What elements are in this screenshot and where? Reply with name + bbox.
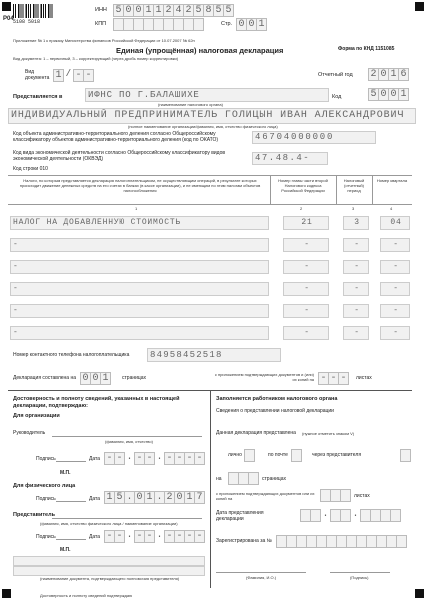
table-cell-chapter[interactable]: - bbox=[283, 326, 329, 340]
table-cell-tax[interactable]: НАЛОГ НА ДОБАВЛЕННУЮ СТОИМОСТЬ bbox=[10, 216, 269, 230]
table-header-period: Налоговый (отчетный) период bbox=[343, 178, 365, 193]
table-header-chapter: Номер главы части второй Налогового кодекса Российской Федерации bbox=[278, 178, 328, 193]
period-label: Отчетный год bbox=[318, 72, 353, 78]
for-organization-label: Для организации bbox=[13, 413, 60, 419]
inspector-heading: Заполняется работником налогового органа bbox=[216, 396, 338, 402]
character-cell bbox=[317, 535, 327, 548]
registration-mark bbox=[2, 2, 11, 11]
tax-authority-field[interactable]: ИФНС ПО Г.БАЛАШИХЕ bbox=[85, 88, 329, 102]
character-cell: 0 bbox=[134, 4, 144, 17]
character-cell: 5 bbox=[194, 4, 204, 17]
doc-type-hint: Вид документа: 1 – первичный, 3 – корректирующий (через дробь номер корректировки) bbox=[13, 56, 179, 61]
in-person-label: лично bbox=[228, 452, 242, 458]
pages-label: Декларация составлена на bbox=[13, 375, 76, 381]
rep-stamp-label: М.П. bbox=[60, 547, 71, 553]
character-cell bbox=[174, 18, 184, 31]
character-cell: 0 bbox=[80, 372, 91, 385]
attach-label-post: листах bbox=[356, 375, 372, 381]
stamp-label: М.П. bbox=[60, 470, 71, 476]
character-cell bbox=[154, 18, 164, 31]
table-header-tax: Налоги, по которым представляется декларация налогоплательщиком, не осуществляющим операций, в результате которых происходит движение денежных средств на его счетах в банках (в кассе организации), и не имеющим по этим налогам объектов налогообложения bbox=[19, 178, 261, 193]
table-cell-chapter[interactable]: - bbox=[283, 282, 329, 296]
character-cell bbox=[287, 535, 297, 548]
character-cell bbox=[397, 535, 407, 548]
table-cell-chapter[interactable]: - bbox=[283, 238, 329, 252]
pages-count-field[interactable] bbox=[80, 372, 111, 385]
inn-field[interactable] bbox=[113, 4, 234, 17]
inspector-attach-field[interactable] bbox=[320, 489, 351, 502]
table-cell-period[interactable]: - bbox=[343, 326, 369, 340]
character-cell: 6 bbox=[399, 68, 409, 81]
pages-label-post: страницах bbox=[122, 375, 147, 381]
by-mail-label: по почте bbox=[268, 452, 288, 458]
person-sign-label: Подпись bbox=[36, 496, 56, 502]
character-cell bbox=[144, 18, 154, 31]
character-cell: 2 bbox=[184, 4, 194, 17]
table-cell-period[interactable]: - bbox=[343, 238, 369, 252]
doc-type-label: Вид документа bbox=[25, 69, 50, 81]
character-cell: 1 bbox=[185, 491, 195, 504]
inspector-date-field[interactable]: . . bbox=[300, 509, 401, 522]
rep-date-label: Дата bbox=[89, 534, 101, 540]
presented-to-label: Представляется в bbox=[13, 94, 63, 100]
attach-sheets-field[interactable]: - - - bbox=[318, 372, 349, 385]
table-cell-period[interactable]: - bbox=[343, 304, 369, 318]
character-cell: . bbox=[155, 491, 165, 504]
via-rep-checkbox[interactable] bbox=[400, 449, 411, 462]
character-cell bbox=[194, 18, 204, 31]
character-cell: 5 bbox=[115, 491, 125, 504]
character-cell: 0 bbox=[379, 88, 389, 101]
table-cell-period[interactable]: - bbox=[343, 260, 369, 274]
person-date-field[interactable] bbox=[104, 491, 205, 504]
authority-caption: (наименование налогового органа) bbox=[158, 102, 223, 107]
table-cell-tax[interactable]: - bbox=[10, 238, 269, 252]
person-date-label: Дата bbox=[89, 496, 101, 502]
character-cell: 4 bbox=[174, 4, 184, 17]
character-cell bbox=[337, 535, 347, 548]
authority-code-field[interactable] bbox=[368, 88, 409, 101]
for-person-label: Для физического лица bbox=[13, 483, 76, 489]
taxpayer-caption: (полное наименование организации/фамилия, имя, отчество физического лица) bbox=[128, 124, 278, 129]
bottom-note: Достоверность и полноту сведений подтверждаю bbox=[40, 593, 133, 598]
table-cell-quarter[interactable]: - bbox=[380, 260, 410, 274]
doc-type-value: 1 bbox=[53, 69, 64, 82]
character-cell: 1 bbox=[145, 491, 155, 504]
attach-label: с приложением подтверждающих документов и (или) их копий на bbox=[214, 372, 314, 382]
okved-field[interactable]: 47.48.4- bbox=[252, 152, 328, 165]
character-cell: 2 bbox=[164, 4, 174, 17]
character-cell bbox=[164, 18, 174, 31]
inspector-date-label: Дата представления декларации bbox=[216, 510, 264, 522]
page-label: Стр. bbox=[221, 21, 233, 27]
inspector-sub: Сведения о представлении налоговой декларации bbox=[216, 408, 334, 414]
okato-field[interactable]: 46704000000 bbox=[252, 131, 376, 144]
confirm-heading: Достоверность и полноту сведений, указанных в настоящей декларации, подтверждаю: bbox=[13, 396, 180, 409]
character-cell bbox=[276, 535, 287, 548]
row-code-label: Код строки 010 bbox=[13, 166, 48, 172]
character-cell: 2 bbox=[368, 68, 379, 81]
table-cell-tax[interactable]: - bbox=[10, 326, 269, 340]
character-cell: 1 bbox=[101, 372, 111, 385]
barcode-number: 5108 5018 bbox=[13, 19, 41, 25]
kpp-label: КПП bbox=[95, 21, 107, 27]
form-title: Единая (упрощённая) налоговая декларация bbox=[116, 46, 284, 55]
registration-mark bbox=[415, 589, 424, 598]
manager-label: Руководитель bbox=[13, 430, 46, 436]
character-cell bbox=[134, 18, 144, 31]
character-cell: 0 bbox=[379, 68, 389, 81]
date-label: Дата bbox=[89, 456, 101, 462]
character-cell: 1 bbox=[154, 4, 164, 17]
table-cell-chapter[interactable]: 21 bbox=[283, 216, 329, 230]
registration-mark bbox=[2, 589, 11, 598]
col-num: 2 bbox=[300, 206, 303, 211]
character-cell: 8 bbox=[204, 4, 214, 17]
character-cell: 5 bbox=[368, 88, 379, 101]
table-cell-period[interactable]: 3 bbox=[343, 216, 369, 230]
registered-label: Зарегистрирована за № bbox=[216, 538, 273, 544]
character-cell bbox=[377, 535, 387, 548]
table-cell-period[interactable]: - bbox=[343, 282, 369, 296]
inspector-pages-field[interactable] bbox=[228, 472, 259, 485]
character-cell bbox=[297, 535, 307, 548]
table-cell-quarter[interactable]: - bbox=[380, 304, 410, 318]
doc-type-field[interactable]: 1 / - - bbox=[53, 69, 94, 82]
character-cell bbox=[124, 18, 134, 31]
character-cell: 1 bbox=[399, 88, 409, 101]
table-cell-tax[interactable]: - bbox=[10, 260, 269, 274]
representative-label: Представитель bbox=[13, 512, 55, 518]
character-cell bbox=[307, 535, 317, 548]
registration-number-field[interactable] bbox=[276, 535, 407, 548]
character-cell bbox=[357, 535, 367, 548]
character-cell: 0 bbox=[124, 4, 134, 17]
inspector-sign-caption: (Подпись) bbox=[350, 575, 369, 580]
table-cell-quarter[interactable]: - bbox=[380, 282, 410, 296]
table-header-quarter: Номер квартала bbox=[376, 178, 408, 183]
character-cell: 5 bbox=[113, 4, 124, 17]
character-cell: 0 bbox=[175, 491, 185, 504]
character-cell: 1 bbox=[104, 491, 115, 504]
character-cell: 0 bbox=[389, 88, 399, 101]
character-cell: 1 bbox=[257, 18, 267, 31]
table-cell-quarter[interactable]: - bbox=[380, 326, 410, 340]
in-person-checkbox[interactable] bbox=[244, 449, 255, 462]
barcode bbox=[13, 4, 53, 18]
page-number-field[interactable] bbox=[236, 18, 267, 31]
okved-label: Код вида экономической деятельности согласно Общероссийскому классификатору видов экономической деятельности (ОКВЭД) bbox=[13, 150, 226, 162]
phone-label: Номер контактного телефона налогоплательщика bbox=[13, 352, 130, 358]
inspector-sheets-label: листах bbox=[354, 493, 370, 499]
table-cell-chapter[interactable]: - bbox=[283, 260, 329, 274]
table-cell-chapter[interactable]: - bbox=[283, 304, 329, 318]
phone-field[interactable]: 84958452518 bbox=[147, 348, 281, 362]
presented-label: Данная декларация представлена bbox=[216, 430, 296, 436]
on-label: на bbox=[216, 476, 222, 482]
form-code: Р04 bbox=[3, 16, 14, 22]
org-date-field[interactable]: - - . - - . - - - - bbox=[104, 452, 205, 465]
rep-sign-label: Подпись bbox=[36, 534, 56, 540]
code-label: Код bbox=[332, 94, 342, 100]
inspector-pages-label: страницах bbox=[262, 476, 287, 482]
rep-caption: (фамилия, имя, отчество физического лица / наименование организации) bbox=[40, 521, 178, 526]
via-rep-label: через представителя bbox=[312, 452, 362, 458]
table-cell-tax[interactable]: - bbox=[10, 282, 269, 296]
character-cell: . bbox=[125, 491, 135, 504]
sign-label: Подпись bbox=[36, 456, 56, 462]
kpp-field[interactable] bbox=[113, 18, 204, 31]
character-cell: 1 bbox=[144, 4, 154, 17]
presented-hint: (нужное отметить знаком V) bbox=[302, 431, 355, 436]
by-mail-checkbox[interactable] bbox=[291, 449, 302, 462]
okato-label: Код объекта административно-территориального деления согласно Общероссийскому классификатору объектов административно-территориального деления (код по ОКАТО) bbox=[13, 131, 219, 143]
registration-mark bbox=[415, 2, 424, 11]
rep-doc-caption: (наименование документа, подтверждающего полномочия представителя) bbox=[40, 576, 180, 581]
fio-caption: (фамилия, имя, отчество) bbox=[105, 439, 153, 444]
character-cell: 0 bbox=[91, 372, 101, 385]
character-cell: 2 bbox=[165, 491, 175, 504]
col-num: 3 bbox=[352, 206, 355, 211]
inspector-attach-label: с приложением подтверждающих документов или их копий на bbox=[216, 491, 315, 501]
character-cell bbox=[367, 535, 377, 548]
table-cell-quarter[interactable]: - bbox=[380, 238, 410, 252]
character-cell: 7 bbox=[195, 491, 205, 504]
appendix-note: Приложение № 1 к приказу Министерства финансов Российской Федерации от 10.07.2007 № 62н bbox=[13, 38, 195, 43]
col-num: 4 bbox=[390, 206, 393, 211]
character-cell: 0 bbox=[247, 18, 257, 31]
character-cell: 0 bbox=[236, 18, 247, 31]
period-field[interactable] bbox=[368, 68, 409, 81]
col-num: 1 bbox=[135, 206, 138, 211]
rep-doc-field[interactable] bbox=[13, 556, 205, 566]
character-cell: 5 bbox=[214, 4, 224, 17]
character-cell bbox=[387, 535, 397, 548]
character-cell bbox=[347, 535, 357, 548]
character-cell bbox=[184, 18, 194, 31]
character-cell: 1 bbox=[389, 68, 399, 81]
taxpayer-name-field[interactable]: ИНДИВИДУАЛЬНЫЙ ПРЕДПРИНИМАТЕЛЬ ГОЛИЦЫН ИВАН АЛЕКСАНДРОВИЧ bbox=[8, 108, 416, 124]
inspector-fio-caption: (Фамилия, И.О.) bbox=[246, 575, 277, 580]
table-cell-tax[interactable]: - bbox=[10, 304, 269, 318]
character-cell: 0 bbox=[135, 491, 145, 504]
rep-doc-field-2[interactable] bbox=[13, 566, 205, 576]
rep-date-field[interactable]: - - . - - . - - - - bbox=[104, 530, 205, 543]
form-knd: Форма по КНД 1151085 bbox=[338, 46, 395, 52]
character-cell bbox=[113, 18, 124, 31]
inn-label: ИНН bbox=[95, 7, 107, 13]
character-cell bbox=[327, 535, 337, 548]
character-cell: 5 bbox=[224, 4, 234, 17]
table-cell-quarter[interactable]: 04 bbox=[380, 216, 410, 230]
